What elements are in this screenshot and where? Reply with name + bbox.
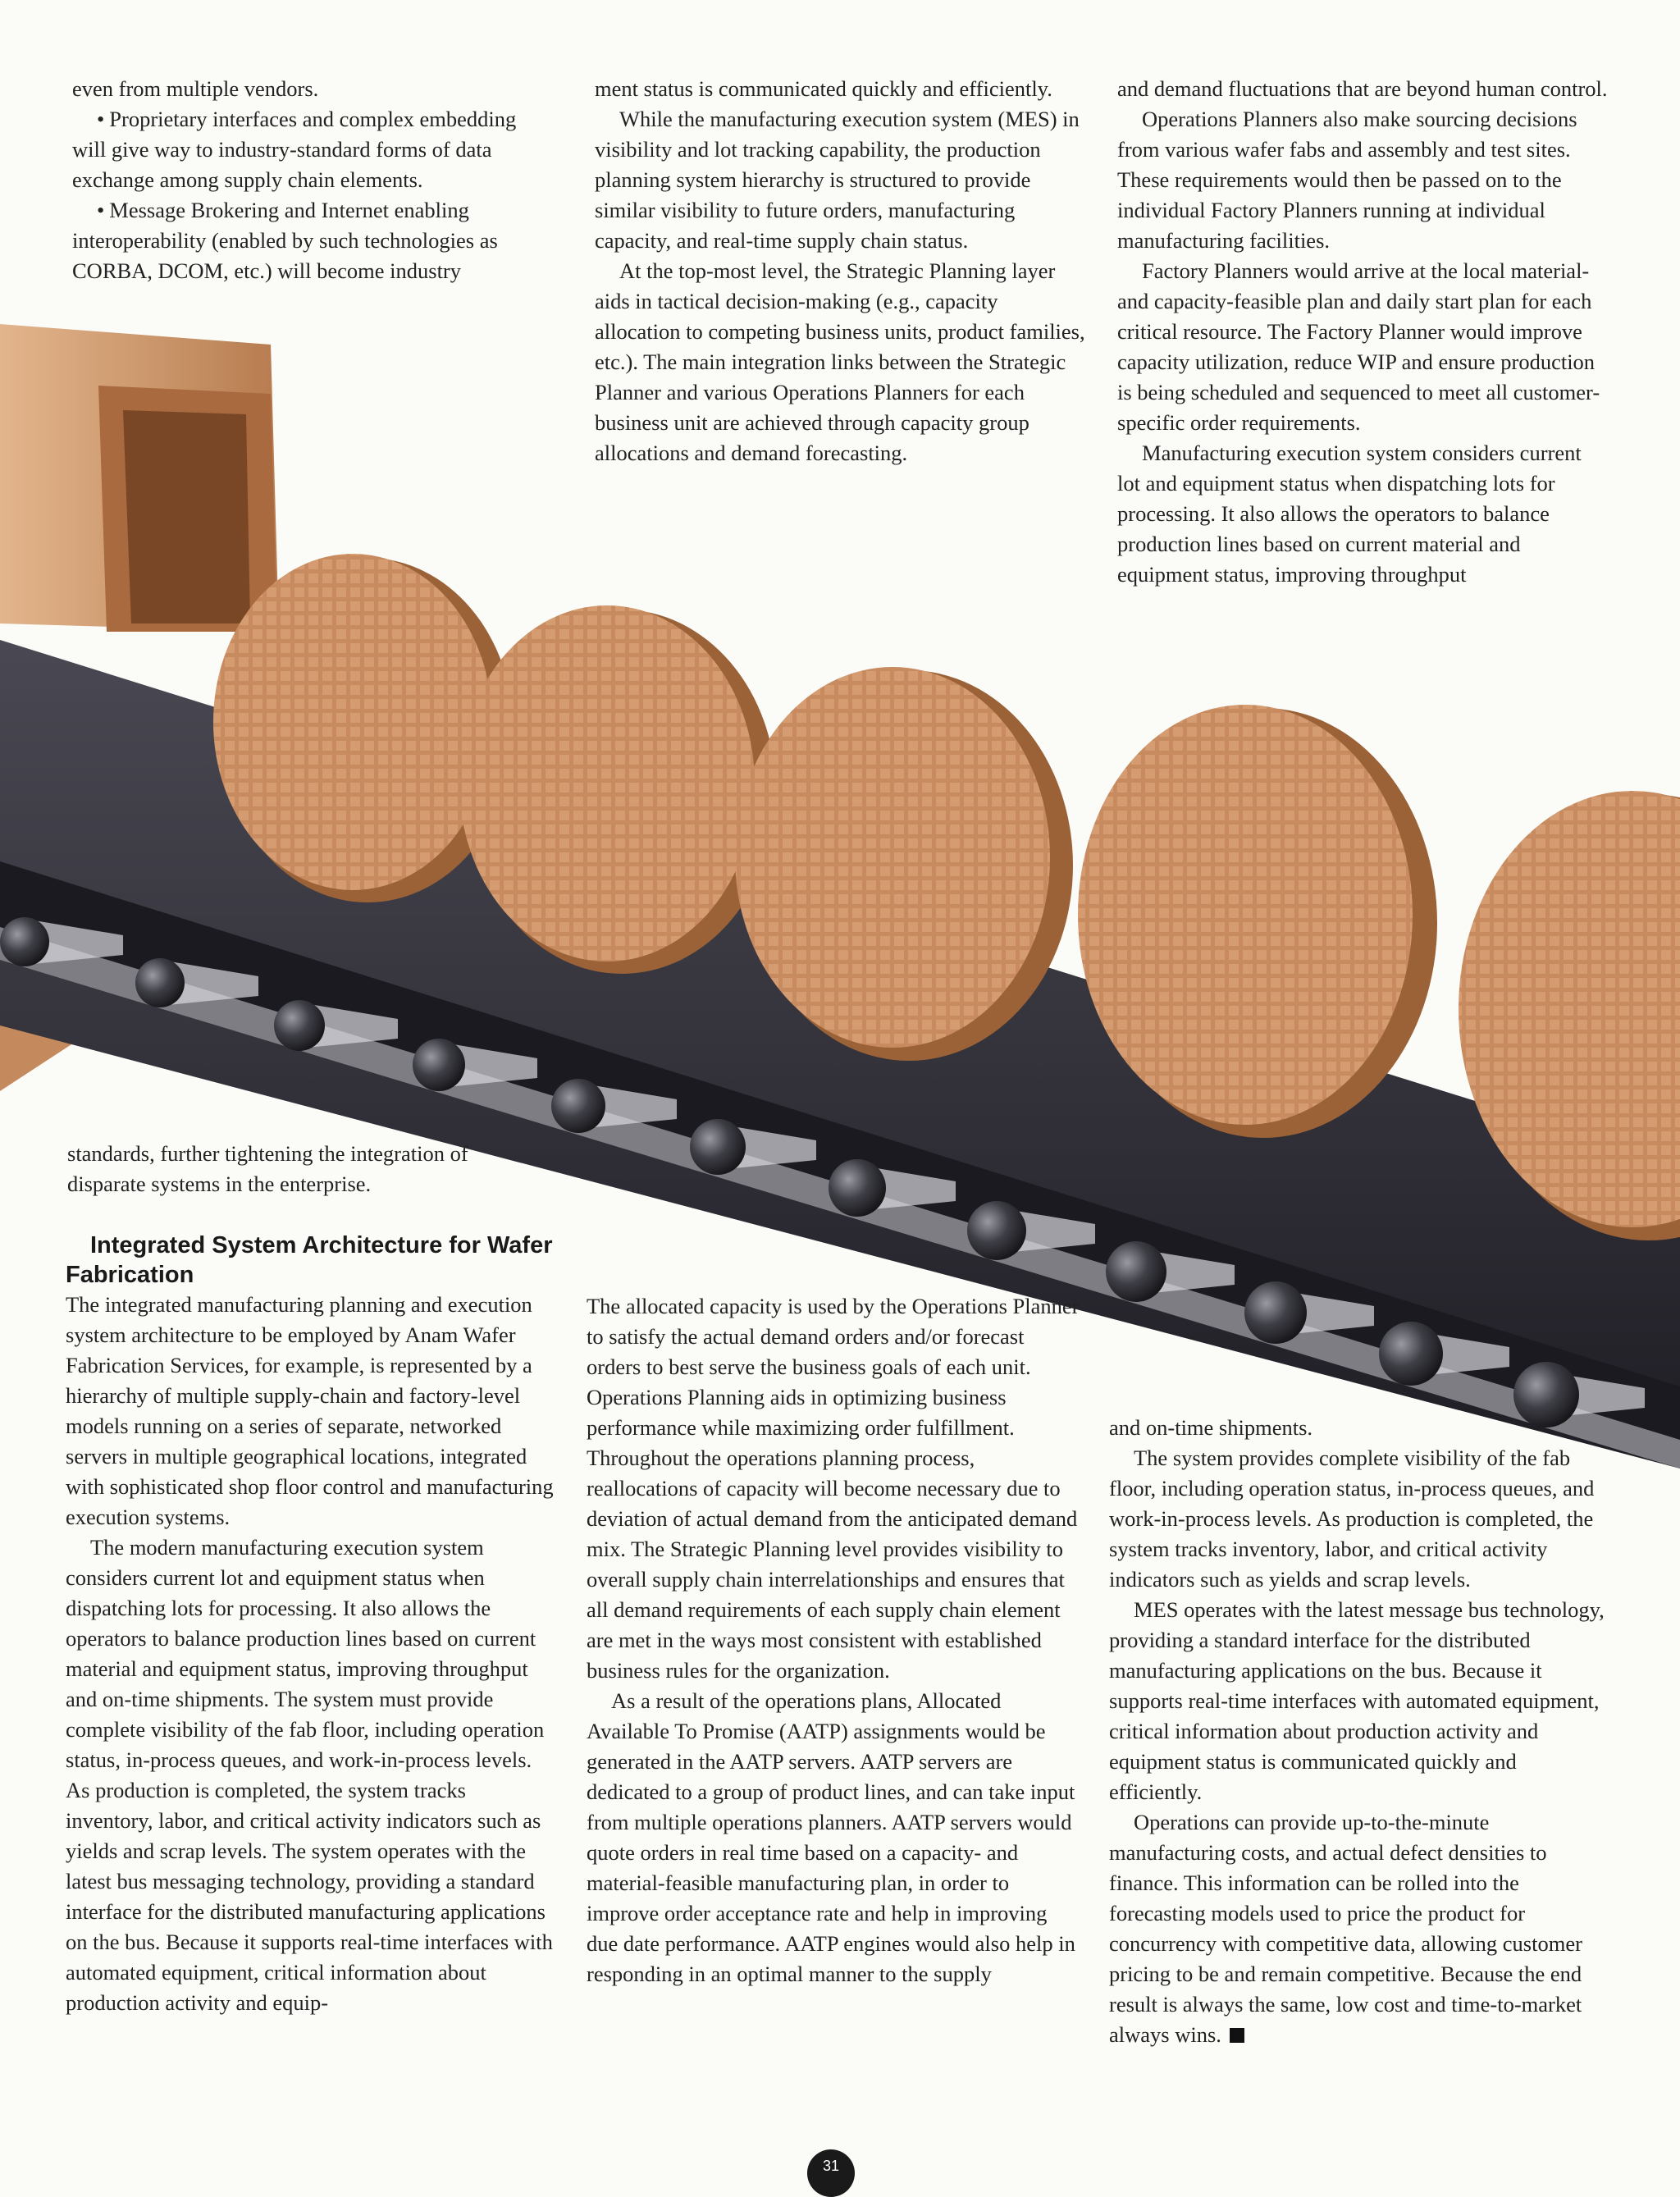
bullet-item (72, 104, 552, 195)
column-1-bottom (66, 1231, 556, 2018)
bullet-icon: • (97, 198, 105, 222)
paragraph: and demand fluctuations that are beyond human control. (1117, 76, 1608, 101)
column-3-bottom (1109, 1413, 1605, 2050)
bullet-text: Message Brokering and Internet enabling interoperability (enabled by such technologies as CORBA, DCOM, etc.) will become industry (72, 198, 498, 283)
column-2-bottom (587, 1291, 1083, 1989)
paragraph: The modern manufacturing execution system considers current lot and equipment status when dispatching lots for processing. It also allows the operators to balance production lines based on current material and equipment status, improving throughput and on-time shipments. The system must provide complete visibility of the fab floor, including operation status, in-process queues, and work-in-process levels. As production is completed, the system tracks inventory, labor, and critical activity indicators such as yields and scrap levels. The system operates with the latest bus messaging technology, providing a standard interface for the distributed manufacturing applications on the bus. Because it supports real-time interfaces with automated equipment, critical information about production activity and equip- (66, 1535, 553, 2015)
paragraph: The integrated manufacturing planning and execution system architecture to be employed by Anam Wafer Fabrication Services, for example, is represented by a hierarchy of multiple supply-chain and factory-level models running on a series of separate, networked servers in multiple geographical locations, integrated with sophisticated shop floor control and manufacturing execution systems. (66, 1292, 554, 1529)
end-mark-icon (1230, 2028, 1244, 2043)
section-heading: Integrated System Architecture for Wafer Fabrication (66, 1232, 553, 1288)
column-1-top (72, 74, 552, 286)
bullet-text: Proprietary interfaces and complex embedding will give way to industry-standard forms of data exchange among supply chain elements. (72, 107, 517, 192)
paragraph: The allocated capacity is used by the Operations Planner to satisfy the actual demand orders and/or forecast orders to best serve the business goals of each unit. Operations Planning aids in optimizing business performance while maximizing order fulfillment. Throughout the operations planning process, reallocations of capacity will become necessary due to deviation of actual demand from the anticipated demand mix. The Strategic Planning level provides visibility to overall supply chain interrelationships and ensures that all demand requirements of each supply chain element are met in the ways most consistent with established business rules for the organization. (587, 1294, 1080, 1683)
paragraph: and on-time shipments. (1109, 1415, 1313, 1440)
column-3-top (1117, 74, 1609, 590)
column-2-top (595, 74, 1087, 468)
page-number: 31 (807, 2149, 855, 2197)
paragraph: ment status is communicated quickly and efficiently. (595, 76, 1052, 101)
bullet-item (72, 195, 552, 286)
paragraph: As a result of the operations plans, Allocated Available To Promise (AATP) assignments would be generated in the AATP servers. AATP servers are dedicated to a group of product lines, and can take input from multiple operations planners. AATP servers would quote orders in real time based on a capacity- and material-feasible manufacturing plan, in order to improve order acceptance rate and help in improving due date performance. AATP engines would also help in responding in an optimal manner to the supply (587, 1688, 1075, 1986)
paragraph: The system provides complete visibility of the fab floor, including operation status, in-process queues, and work-in-process levels. As production is completed, the system tracks inventory, labor, and critical activity indicators such as yields and scrap levels. (1109, 1446, 1595, 1592)
paragraph-text: Operations can provide up-to-the-minute manufacturing costs, and actual defect densities to finance. This information can be rolled into the forecasting models used to price the product for concurrency with competitive data, allowing customer pricing to be and remain competitive. Because the end result is always the same, low cost and time-to-market always wins. (1109, 1810, 1582, 2047)
paragraph: At the top-most level, the Strategic Planning layer aids in tactical decision-making (e.g., capacity allocation to competing business units, product families, etc.). The main integration links between the Strategic Planner and various Operations Planners for each business unit are achieved through capacity group allocations and demand forecasting. (595, 258, 1085, 465)
column-1-mid (67, 1139, 527, 1199)
bullet-icon: • (97, 107, 105, 131)
paragraph: standards, further tightening the integration of disparate systems in the enterprise. (67, 1141, 468, 1196)
paragraph: While the manufacturing execution system (MES) in visibility and lot tracking capability, the production planning system hierarchy is structured to provide similar visibility to future orders, manufacturing capacity, and real-time supply chain status. (595, 107, 1080, 253)
paragraph: MES operates with the latest message bus technology, providing a standard interface for the distributed manufacturing applications on the bus. Because it supports real-time interfaces with automated equipment, critical information about production activity and equipment status is communicated quickly and efficiently. (1109, 1597, 1605, 1804)
paragraph: Manufacturing execution system considers current lot and equipment status when dispatching lots for processing. It also allows the operators to balance production lines based on current material and equipment status, improving throughput (1117, 441, 1582, 587)
paragraph: Factory Planners would arrive at the local material- and capacity-feasible plan and daily start plan for each critical resource. The Factory Planner would improve capacity utilization, reduce WIP and ensure production is being scheduled and sequenced to meet all customer-specific order requirements. (1117, 258, 1600, 435)
paragraph (1109, 1807, 1605, 2050)
paragraph: Operations Planners also make sourcing decisions from various wafer fabs and assembly and test sites. These requirements would then be passed on to the individual Factory Planners running at individual manufacturing facilities. (1117, 107, 1577, 253)
paragraph: even from multiple vendors. (72, 76, 319, 101)
